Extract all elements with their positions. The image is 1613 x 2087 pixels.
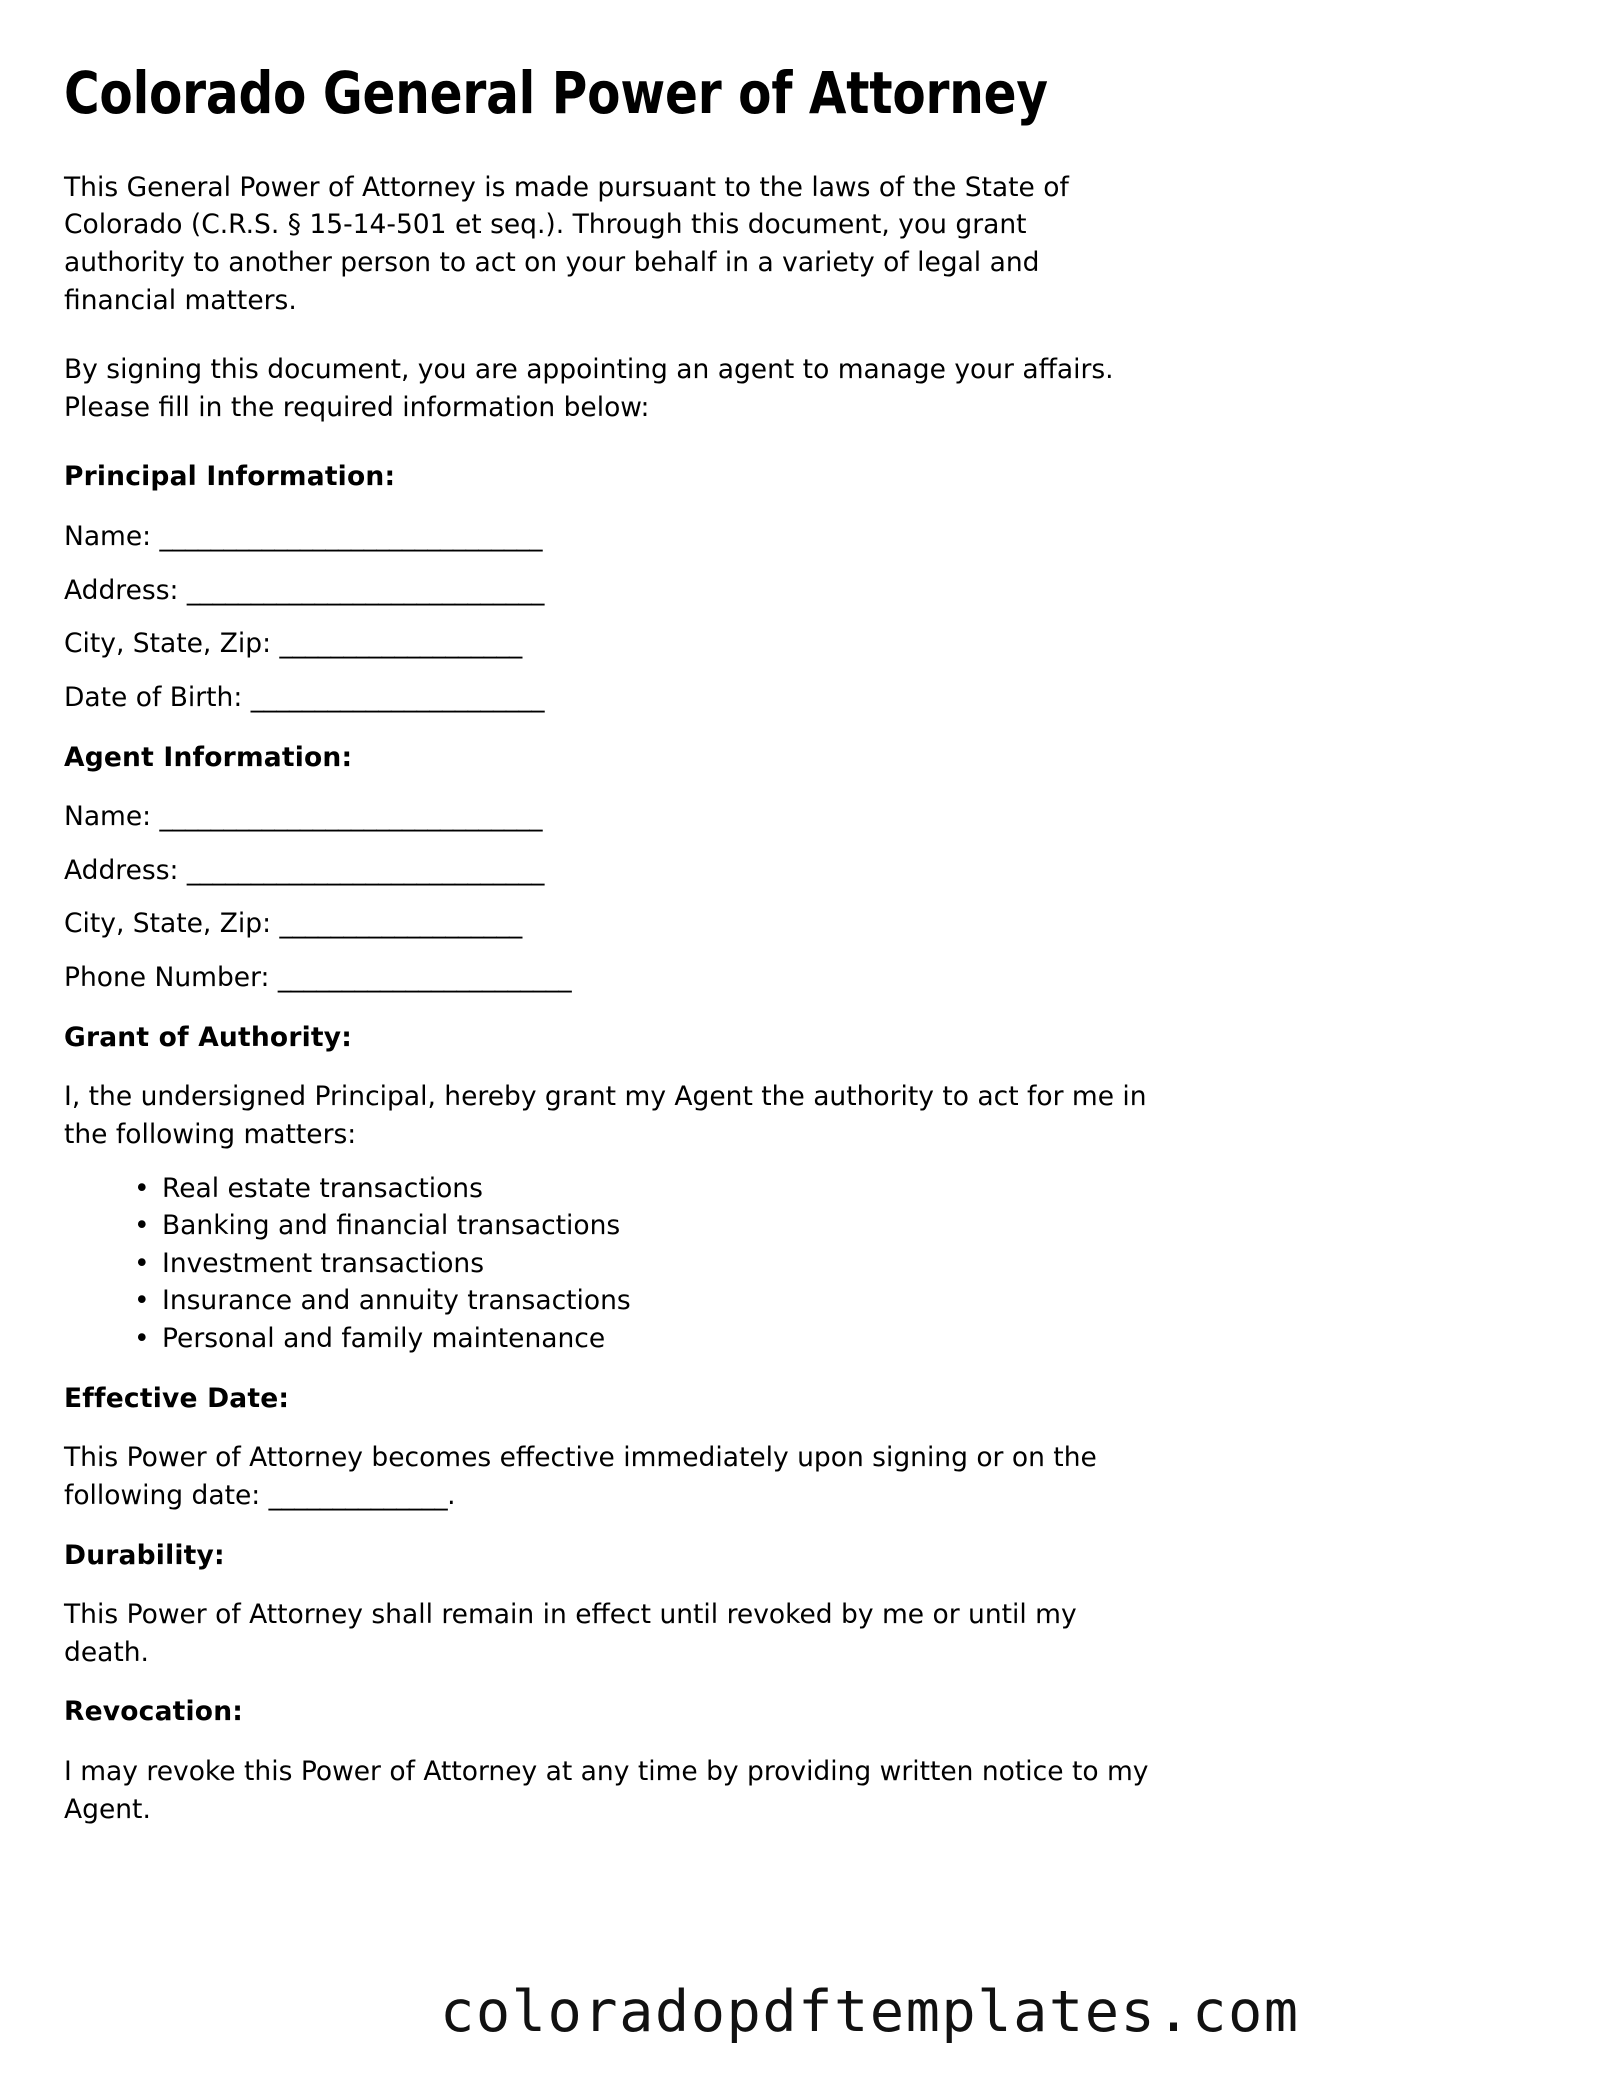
list-item <box>134 1170 1164 1208</box>
bullet-icon: • <box>134 1247 150 1279</box>
field-blank-input[interactable]: ____________________________ <box>186 574 544 606</box>
field-label: Address: <box>64 574 179 606</box>
field-blank-input[interactable]: ____________________________ <box>186 854 544 886</box>
spacer <box>64 1358 1164 1380</box>
field-blank-input[interactable]: ___________________ <box>279 908 522 940</box>
field-row-agent-city-state-zip <box>64 905 1164 943</box>
effective-date-heading: Effective Date: <box>64 1382 290 1414</box>
spacer <box>64 943 1164 959</box>
field-blank-input[interactable]: ___________________ <box>279 628 522 660</box>
document-content <box>64 59 1164 1828</box>
field-blank-input[interactable]: _______________________ <box>250 681 544 713</box>
spacer <box>64 1515 1164 1537</box>
effective-date-text-after: . <box>447 1479 456 1511</box>
spacer <box>64 319 1164 351</box>
agent-information-heading: Agent Information: <box>64 741 353 773</box>
effective-date-blank-input[interactable]: ______________ <box>268 1479 448 1511</box>
field-label: Address: <box>64 854 179 886</box>
field-label: Name: <box>64 801 152 833</box>
grant-of-authority-heading: Grant of Authority: <box>64 1021 353 1053</box>
field-blank-input[interactable]: ______________________________ <box>159 521 543 552</box>
durability-paragraph: This Power of Attorney shall remain in effect until revoked by me or until my death. <box>64 1599 1077 1668</box>
field-row-agent-name <box>64 798 1164 836</box>
principal-information-heading: Principal Information: <box>64 461 396 493</box>
list-item-label: Banking and financial transactions <box>162 1210 621 1242</box>
spacer <box>64 1574 1164 1596</box>
site-watermark: coloradopdftemplates.com <box>440 1979 1300 2045</box>
bullet-icon: • <box>134 1323 150 1354</box>
list-item <box>134 1245 1164 1283</box>
field-row-principal-city-state-zip <box>64 625 1164 663</box>
field-label: City, State, Zip: <box>64 908 272 940</box>
spacer <box>64 556 1164 572</box>
list-item-label: Real estate transactions <box>162 1172 483 1204</box>
spacer <box>64 776 1164 798</box>
bullet-icon: • <box>134 1285 150 1317</box>
granted-powers-list <box>64 1170 1164 1358</box>
spacer <box>64 997 1164 1019</box>
grant-of-authority-paragraph: I, the undersigned Principal, hereby grant my Agent the authority to act for me in the following matters: <box>64 1081 1147 1150</box>
spacer <box>64 889 1164 905</box>
field-row-principal-address <box>64 572 1164 610</box>
field-blank-input[interactable]: ______________________________ <box>159 801 543 833</box>
list-item-label: Insurance and annuity transactions <box>162 1285 631 1317</box>
spacer <box>64 125 1164 169</box>
effective-date-text-before: This Power of Attorney becomes effective immediately upon signing or on the following date: <box>64 1442 1097 1511</box>
durability-heading: Durability: <box>64 1539 225 1571</box>
spacer <box>64 1154 1164 1170</box>
spacer <box>64 1056 1164 1078</box>
list-item <box>134 1207 1164 1245</box>
spacer <box>64 496 1164 518</box>
bullet-icon: • <box>134 1172 150 1204</box>
list-item <box>134 1320 1164 1358</box>
revocation-paragraph: I may revoke this Power of Attorney at any time by providing written notice to my Agent. <box>64 1756 1149 1825</box>
spacer <box>64 663 1164 679</box>
spacer <box>64 1671 1164 1693</box>
spacer <box>64 836 1164 852</box>
intro-paragraph-1: This General Power of Attorney is made pursuant to the laws of the State of Colorado (C.R.S. § 15-14-501 et seq.). Through this document, you grant authority to another person to act on your behalf in a variety of legal and financial matters. <box>64 171 1069 316</box>
list-item <box>134 1282 1164 1320</box>
field-row-principal-date-of-birth <box>64 679 1164 717</box>
intro-paragraph-2: By signing this document, you are appointing an agent to manage your affairs. Please fill in the required information below: <box>64 354 1114 423</box>
list-item-label: Personal and family maintenance <box>162 1323 606 1354</box>
spacer <box>64 1417 1164 1439</box>
field-row-agent-address <box>64 852 1164 890</box>
spacer <box>64 609 1164 625</box>
field-row-principal-name <box>64 518 1164 556</box>
list-item-label: Investment transactions <box>162 1247 485 1279</box>
revocation-heading: Revocation: <box>64 1696 244 1728</box>
spacer <box>64 426 1164 458</box>
field-row-agent-phone-number <box>64 959 1164 997</box>
field-label: Date of Birth: <box>64 681 243 713</box>
spacer <box>64 717 1164 739</box>
spacer <box>64 1731 1164 1753</box>
field-label: City, State, Zip: <box>64 628 272 660</box>
effective-date-paragraph <box>64 1439 1154 1514</box>
field-label: Phone Number: <box>64 962 270 993</box>
field-blank-input[interactable]: _______________________ <box>277 962 572 993</box>
page-title: Colorado General Power of Attorney <box>64 59 1048 127</box>
field-label: Name: <box>64 521 152 552</box>
bullet-icon: • <box>134 1210 150 1242</box>
